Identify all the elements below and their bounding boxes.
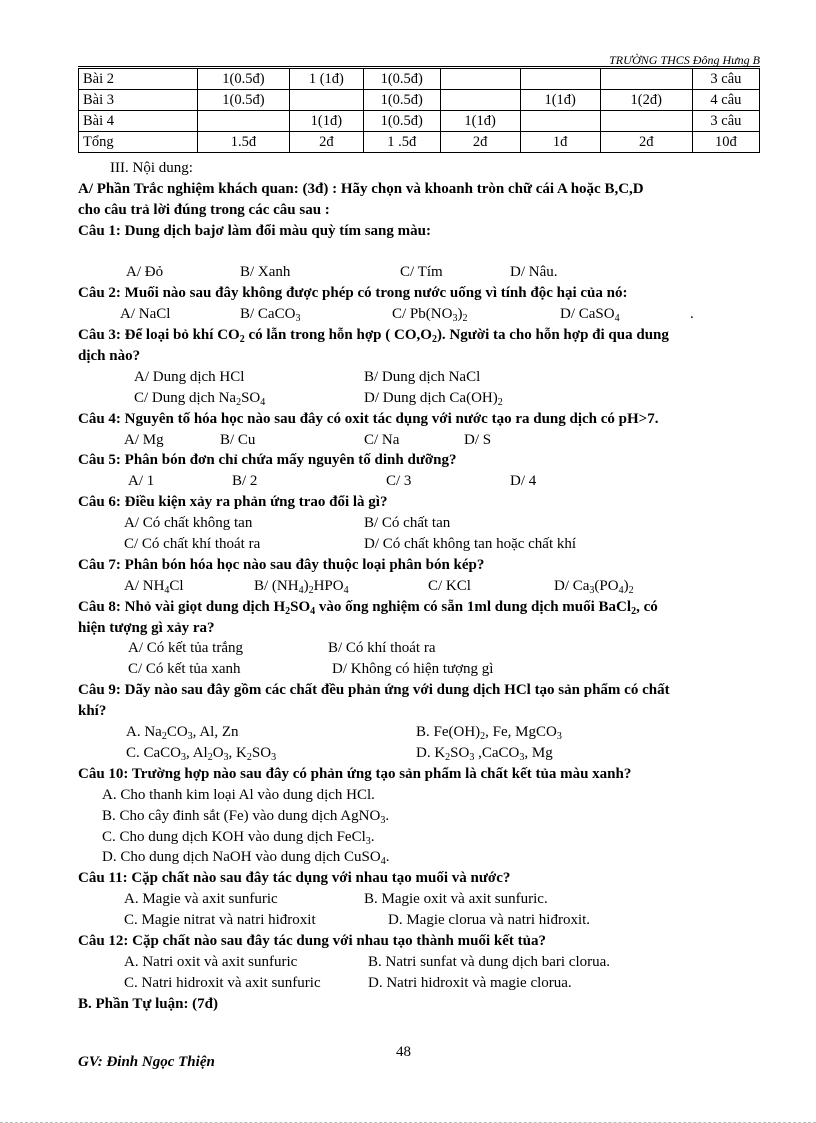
q2-options: [78, 304, 768, 325]
q1-b: B/ Xanh: [240, 264, 291, 281]
matrix-cell: Tổng: [79, 132, 198, 153]
matrix-cell: 10đ: [692, 132, 759, 153]
matrix-cell: 1(0.5đ): [198, 90, 290, 111]
matrix-row: [79, 132, 760, 153]
matrix-cell: [289, 90, 363, 111]
q3-b: B/ Dung dịch NaCl: [364, 368, 481, 385]
q2-c: C/ $Pb(NO_3)_2$: [392, 306, 468, 325]
matrix-cell: 1 .5đ: [363, 132, 440, 153]
q12-b: B. Natri sunfat và dung dịch bari clorua.: [368, 953, 611, 970]
q1-text: Câu 1: Dung dịch bajơ làm đổi màu quỳ tím sang màu:: [78, 222, 431, 239]
q12-text: Câu 12: Cặp chất nào sau đây tác dung với nhau tạo thành muối kết tủa?: [78, 932, 546, 949]
q7-text: Câu 7: Phân bón hóa học nào sau đây thuộc loại phân bón kép?: [78, 556, 485, 573]
q1-c: C/ Tím: [400, 264, 443, 281]
matrix-cell: 1đ: [520, 132, 600, 153]
matrix-cell: 2đ: [600, 132, 692, 153]
q5-text: Câu 5: Phân bón đơn chỉ chứa mấy nguyên tố dinh dưỡng?: [78, 452, 457, 469]
header-rule: [78, 66, 760, 67]
q8-options-cd: [78, 659, 768, 680]
matrix-row: [79, 69, 760, 90]
q11-text: Câu 11: Cặp chất nào sau đây tác dụng với nhau tạo muối và nước?: [78, 870, 511, 887]
matrix-cell: Bài 2: [79, 69, 198, 90]
matrix-cell: [440, 69, 520, 90]
matrix-cell: Bài 3: [79, 90, 198, 111]
exam-content: [78, 158, 768, 1015]
q5-c: C/ 3: [386, 473, 412, 490]
q10-text: Câu 10: Trường hợp nào sau đây có phản ứng tạo sản phẩm là chất kết tủa màu xanh?: [78, 765, 632, 782]
q3-options-cd: [78, 388, 768, 409]
matrix-cell: 1(0.5đ): [363, 69, 440, 90]
q7-b: B/ $(NH_4)_2HPO_4$: [254, 577, 349, 596]
q11-b: B. Magie oxit và axit sunfuric.: [364, 891, 548, 908]
matrix-cell: 1(0.5đ): [363, 111, 440, 132]
q9-a: A. $Na_2CO_3$, Al, Zn: [126, 724, 239, 743]
q9-d: D. $K_2SO_3$ ,CaCO$_3$, Mg: [416, 744, 553, 763]
q11-c: C. Magie nitrat và natri hiđroxit: [124, 912, 316, 929]
q6-a: A/ Có chất không tan: [124, 515, 253, 532]
q5-a: A/ 1: [128, 473, 155, 490]
q2-text: Câu 2: Muối nào sau đây không được phép có trong nước uống vì tính độc hại của nó:: [78, 285, 628, 302]
q4-b: B/ Cu: [220, 431, 256, 448]
q1-options: [78, 262, 768, 283]
q8-cont: hiện tượng gì xảy ra?: [78, 619, 215, 636]
q11-a: A. Magie và axit sunfuric: [124, 891, 278, 908]
q8-options-ab: [78, 638, 768, 659]
q2-a: A/ NaCl: [120, 306, 171, 323]
q5-b: B/ 2: [232, 473, 258, 490]
q7-options: [78, 576, 768, 597]
q9-c: C. CaCO$_3$, $Al_2O_3$, $K_2SO_3$: [126, 744, 277, 763]
q6-d: D/ Có chất không tan hoặc chất khí: [364, 536, 577, 553]
section-title: III. Nội dung:: [110, 160, 193, 176]
matrix-cell: 3 câu: [692, 69, 759, 90]
q12-options-cd: [78, 973, 768, 994]
page-number: 48: [396, 1044, 411, 1060]
partA-intro-1: A/ Phần Trắc nghiệm khách quan: (3đ) : Hãy chọn và khoanh tròn chữ cái A hoặc B,C,D: [78, 180, 644, 197]
matrix-cell: [600, 69, 692, 90]
matrix-cell: [520, 111, 600, 132]
q4-d: D/ S: [464, 431, 492, 448]
q10-c: C. Cho dung dịch KOH vào dung dịch FeCl$_3$.: [102, 828, 375, 847]
q5-d: D/ 4: [510, 473, 537, 490]
q8-a: A/ Có kết tủa trắng: [128, 640, 243, 657]
q12-options-ab: [78, 952, 768, 973]
partA-intro-2: cho câu trả lời đúng trong các câu sau :: [78, 201, 330, 218]
q2-b: B/ CaCO$_3$: [240, 306, 301, 325]
score-matrix-table: [78, 68, 760, 153]
q3-text: Câu 3: Để loại bỏ khí $CO_2$ có lẫn trong hỗn hợp ( $CO,O_2$). Người ta cho hỗn hợp đi qua dung: [78, 327, 669, 346]
q6-c: C/ Có chất khí thoát ra: [124, 536, 261, 553]
q2-dot: .: [690, 306, 694, 323]
q9-options-cd: [78, 743, 768, 764]
q9-text: Câu 9: Dãy nào sau đây gồm các chất đều phản ứng với dung dịch HCl tạo sản phẩm có chất: [78, 682, 670, 699]
q12-a: A. Natri oxit và axit sunfuric: [124, 953, 298, 970]
q4-c: C/ Na: [364, 431, 400, 448]
q7-a: A/ $NH_4Cl$: [124, 577, 184, 596]
q9-cont: khí?: [78, 703, 107, 720]
matrix-cell: 4 câu: [692, 90, 759, 111]
q3-d: D/ Dung dịch $Ca(OH)_2$: [364, 389, 503, 408]
q5-options: [78, 471, 768, 492]
matrix-cell: [440, 90, 520, 111]
q8-d: D/ Không có hiện tượng gì: [332, 661, 494, 678]
q12-c: C. Natri hidroxit và axit sunfuric: [124, 974, 321, 991]
q9-b: B. $Fe(OH)_2$, Fe, MgCO$_3$: [416, 724, 562, 743]
matrix-cell: 1 (1đ): [289, 69, 363, 90]
q8-b: B/ Có khí thoát ra: [328, 640, 436, 657]
matrix-cell: 1(0.5đ): [198, 69, 290, 90]
q12-d: D. Natri hidroxit và magie clorua.: [368, 974, 572, 991]
matrix-row: [79, 111, 760, 132]
q11-options-ab: [78, 889, 768, 910]
matrix-cell: 2đ: [289, 132, 363, 153]
q11-options-cd: [78, 910, 768, 931]
q6-options-ab: [78, 513, 768, 534]
matrix-cell: Bài 4: [79, 111, 198, 132]
matrix-cell: [198, 111, 290, 132]
q10-b: B. Cho cây đinh sắt (Fe) vào dung dịch AgNO$_3$.: [102, 807, 390, 826]
matrix-cell: 1.5đ: [198, 132, 290, 153]
q10-a: A. Cho thanh kim loại Al vào dung dịch HCl.: [102, 786, 375, 803]
matrix-cell: 2đ: [440, 132, 520, 153]
matrix-cell: 1(0.5đ): [363, 90, 440, 111]
school-header: TRƯỜNG THCS Đông Hưng B: [609, 53, 760, 67]
matrix-cell: 3 câu: [692, 111, 759, 132]
matrix-row: [79, 90, 760, 111]
matrix-cell: 1(1đ): [440, 111, 520, 132]
q3-c: C/ Dung dịch $Na_2SO_4$: [134, 389, 266, 408]
q6-b: B/ Có chất tan: [364, 515, 451, 532]
partB-title: B. Phần Tự luận: (7đ): [78, 995, 219, 1012]
matrix-cell: [600, 111, 692, 132]
q7-d: D/ $Ca_3(PO_4)_2$: [554, 577, 634, 596]
q2-d: D/ CaSO$_4$: [560, 306, 620, 325]
q4-options: [78, 430, 768, 451]
q4-text: Câu 4: Nguyên tố hóa học nào sau đây có oxit tác dụng với nước tạo ra dung dịch có pH>7.: [78, 410, 659, 427]
q9-options-ab: [78, 722, 768, 743]
matrix-cell: 1(1đ): [289, 111, 363, 132]
matrix-cell: 1(2đ): [600, 90, 692, 111]
q10-d: D. Cho dung dịch NaOH vào dung dịch CuSO$_4$.: [102, 849, 390, 868]
q1-a: A/ Đỏ: [126, 264, 164, 281]
q1-d: D/ Nâu.: [510, 264, 558, 281]
q11-d: D. Magie clorua và natri hiđroxit.: [388, 912, 591, 929]
q4-a: A/ Mg: [124, 431, 164, 448]
q3-a: A/ Dung dịch HCl: [134, 368, 245, 385]
q3-options-ab: [78, 367, 768, 388]
q8-text: Câu 8: Nhỏ vài giọt dung dịch $H_2SO_4$ vào ống nghiệm có sẵn 1ml dung dịch muối BaCl$_2$, có: [78, 598, 658, 617]
matrix-cell: 1(1đ): [520, 90, 600, 111]
q7-c: C/ KCl: [428, 577, 471, 594]
q6-text: Câu 6: Điều kiện xảy ra phản ứng trao đổi là gì?: [78, 494, 388, 511]
q8-c: C/ Có kết tủa xanh: [128, 661, 241, 678]
q3-cont: dịch nào?: [78, 348, 141, 365]
q6-options-cd: [78, 534, 768, 555]
teacher-name: GV: Đinh Ngọc Thiện: [78, 1054, 215, 1070]
matrix-cell: [520, 69, 600, 90]
